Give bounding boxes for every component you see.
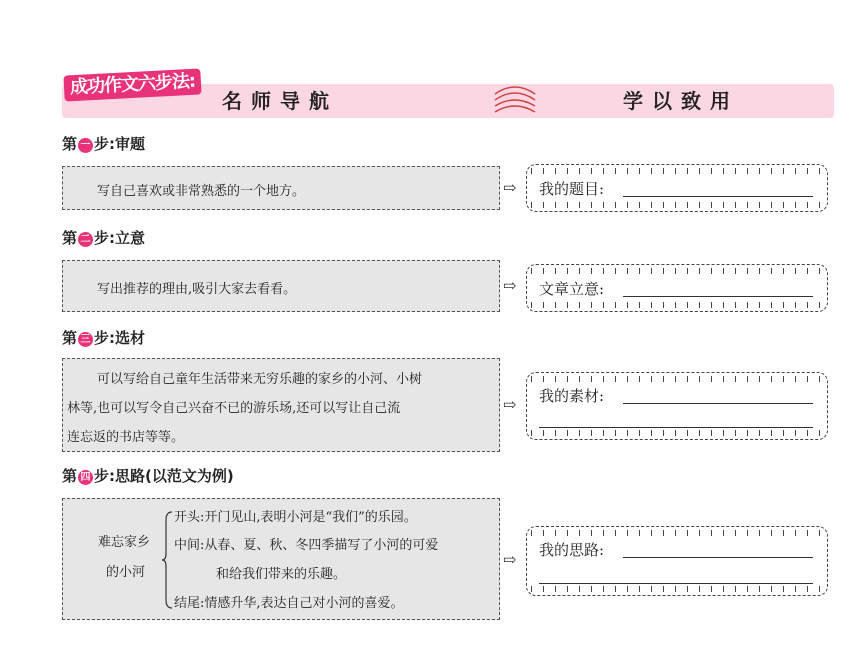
- step-3-content-line: 连忘返的书店等等。: [67, 430, 185, 445]
- arrow-icon: ⇨: [503, 395, 517, 414]
- outline-line: 和给我们带来的乐趣。: [216, 567, 347, 582]
- arrow-icon: ⇨: [503, 550, 517, 569]
- step-prefix: 第: [62, 135, 78, 153]
- answer-line[interactable]: [539, 583, 813, 584]
- answer-line[interactable]: [623, 403, 813, 404]
- answer-label: 我的素材:: [539, 387, 605, 405]
- step-1-content: 写自己喜欢或非常熟悉的一个地方。: [97, 184, 306, 199]
- header-badge: 成功作文六步法:: [63, 68, 201, 101]
- answer-label: 我的思路:: [539, 541, 605, 559]
- step-3-title: [62, 328, 145, 348]
- header-left-title: 名师导航: [222, 89, 338, 113]
- step-suffix: 步:思路(以范文为例): [94, 467, 234, 485]
- step-2-answer-box[interactable]: [526, 264, 828, 312]
- step-prefix: 第: [62, 329, 78, 347]
- answer-line[interactable]: [623, 557, 813, 558]
- step-number-badge: 四: [78, 470, 93, 485]
- step-1-content-box: [62, 166, 500, 210]
- header-right-title: 学以致用: [623, 89, 739, 113]
- arrow-icon: ⇨: [503, 276, 517, 295]
- step-number-badge: 三: [78, 332, 93, 347]
- step-prefix: 第: [62, 229, 78, 247]
- step-1-answer-box[interactable]: [526, 164, 828, 212]
- topic-line: 难忘家乡: [98, 535, 151, 550]
- step-3-content-line: 可以写给自己童年生活带来无穷乐趣的家乡的小河、小树: [97, 372, 423, 387]
- step-suffix: 步:审题: [94, 135, 146, 153]
- outline-line: 开头:开门见山,表明小河是“我们”的乐园。: [174, 510, 417, 525]
- wave-divider-icon: [493, 82, 537, 120]
- step-4-answer-box[interactable]: [526, 526, 828, 596]
- step-suffix: 步:选材: [94, 329, 146, 347]
- step-number-badge: 二: [78, 232, 93, 247]
- outline-line: 结尾:情感升华,表达自己对小河的喜爱。: [174, 596, 404, 611]
- answer-line[interactable]: [539, 427, 813, 428]
- step-2-content: 写出推荐的理由,吸引大家去看看。: [97, 282, 297, 297]
- step-4-title: [62, 466, 234, 486]
- step-3-answer-box[interactable]: [526, 372, 828, 440]
- answer-label: 文章立意:: [539, 280, 605, 298]
- step-1-title: [62, 134, 145, 154]
- answer-label: 我的题目:: [539, 180, 605, 198]
- step-3-content-box: [62, 358, 500, 452]
- topic-line: 的小河: [106, 565, 146, 580]
- arrow-icon: ⇨: [503, 178, 517, 197]
- step-2-title: [62, 228, 145, 248]
- step-number-badge: 一: [78, 138, 93, 153]
- step-2-content-box: [62, 260, 500, 312]
- answer-line[interactable]: [623, 296, 813, 297]
- outline-line: 中间:从春、夏、秋、冬四季描写了小河的可爱: [174, 538, 439, 553]
- brace-icon: [162, 510, 174, 610]
- step-suffix: 步:立意: [94, 229, 146, 247]
- step-3-content-line: 林等,也可以写令自己兴奋不已的游乐场,还可以写让自己流: [67, 401, 401, 416]
- step-prefix: 第: [62, 467, 78, 485]
- answer-line[interactable]: [623, 196, 813, 197]
